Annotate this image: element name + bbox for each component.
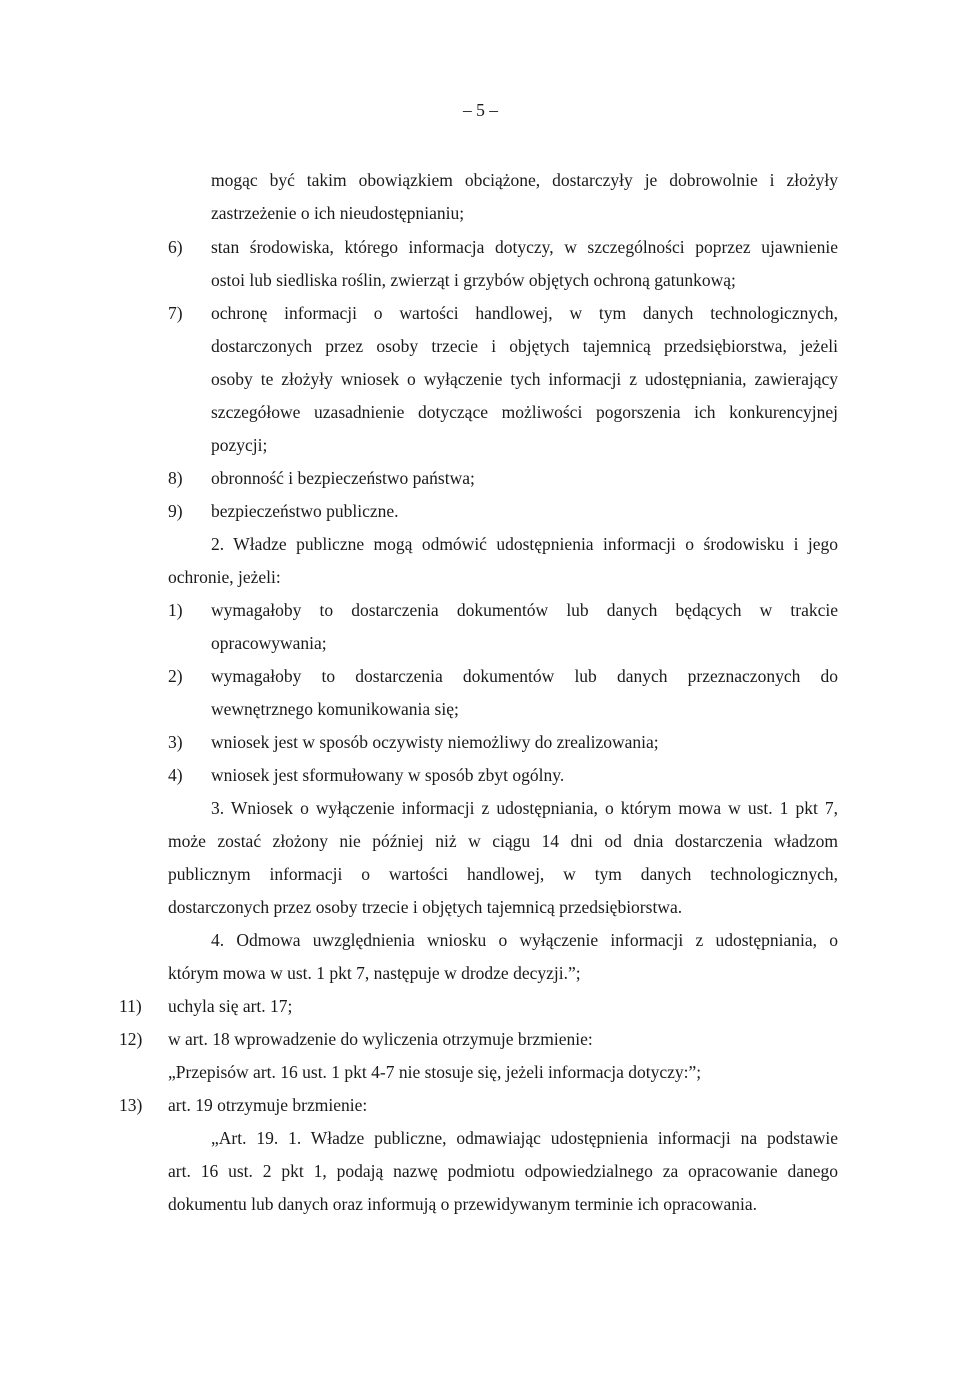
text-line: pozycji; xyxy=(211,435,268,455)
text-line: ostoi lub siedliska roślin, zwierząt i grzybów objętych ochroną gatunkową; xyxy=(211,270,736,290)
list-marker: 9) xyxy=(168,501,183,521)
text-line: wniosek jest sformułowany w sposób zbyt ogólny. xyxy=(211,765,565,785)
text-line: bezpieczeństwo publiczne. xyxy=(211,501,399,521)
list-marker: 2) xyxy=(168,666,183,686)
text-line: wewnętrznego komunikowania się; xyxy=(211,699,459,719)
text-line: dostarczonych przez osoby trzecie i objętych tajemnicą przedsiębiorstwa. xyxy=(168,897,683,917)
text-line: wymagałoby to dostarczenia dokumentów lub danych przeznaczonych do xyxy=(211,666,838,686)
text-line: może zostać złożony nie później niż w ciągu 14 dni od dnia dostarczenia władzom xyxy=(168,831,838,851)
text-line: osoby te złożyły wniosek o wyłączenie tych informacji z udostępniania, zawierający xyxy=(211,369,838,389)
text-line: opracowywania; xyxy=(211,633,327,653)
text-line: zastrzeżenie o ich nieudostępnianiu; xyxy=(211,203,465,223)
text-line: 2. Władze publiczne mogą odmówić udostępnienia informacji o środowisku i jego xyxy=(211,534,838,554)
page-number: – 5 – xyxy=(463,100,498,120)
text-line: którym mowa w ust. 1 pkt 7, następuje w drodze decyzji.”; xyxy=(168,963,581,983)
text-line: 3. Wniosek o wyłączenie informacji z udostępniania, o którym mowa w ust. 1 pkt 7, xyxy=(211,798,838,818)
text-line: ochronie, jeżeli: xyxy=(168,567,281,587)
list-marker: 13) xyxy=(119,1095,143,1115)
text-line: „Przepisów art. 16 ust. 1 pkt 4-7 nie stosuje się, jeżeli informacja dotyczy:”; xyxy=(168,1062,702,1082)
list-marker: 3) xyxy=(168,732,183,752)
text-line: 4. Odmowa uwzględnienia wniosku o wyłączenie informacji z udostępniania, o xyxy=(211,930,838,950)
text-line: publicznym informacji o wartości handlowej, w tym danych technologicznych, xyxy=(168,864,838,884)
text-line: dokumentu lub danych oraz informują o przewidywanym terminie ich opracowania. xyxy=(168,1194,757,1214)
text-line: szczegółowe uzasadnienie dotyczące możliwości pogorszenia ich konkurencyjnej xyxy=(211,402,838,422)
text-line: wniosek jest w sposób oczywisty niemożliwy do zrealizowania; xyxy=(211,732,659,752)
text-line: dostarczonych przez osoby trzecie i objętych tajemnicą przedsiębiorstwa, jeżeli xyxy=(211,336,838,356)
text-line: art. 16 ust. 2 pkt 1, podają nazwę podmiotu odpowiedzialnego za opracowanie danego xyxy=(168,1161,838,1181)
text-line: wymagałoby to dostarczenia dokumentów lub danych będących w trakcie xyxy=(211,600,838,620)
text-line: obronność i bezpieczeństwo państwa; xyxy=(211,468,475,488)
text-line: stan środowiska, którego informacja dotyczy, w szczególności poprzez ujawnienie xyxy=(211,237,838,257)
text-line: ochronę informacji o wartości handlowej, w tym danych technologicznych, xyxy=(211,303,838,323)
list-marker: 4) xyxy=(168,765,183,785)
text-line: w art. 18 wprowadzenie do wyliczenia otrzymuje brzmienie: xyxy=(168,1029,593,1049)
text-line: art. 19 otrzymuje brzmienie: xyxy=(168,1095,368,1115)
text-line: „Art. 19. 1. Władze publiczne, odmawiając udostępnienia informacji na podstawie xyxy=(211,1128,838,1148)
list-marker: 7) xyxy=(168,303,183,323)
text-line: mogąc być takim obowiązkiem obciążone, dostarczyły je dobrowolnie i złożyły xyxy=(211,170,838,190)
list-marker: 8) xyxy=(168,468,183,488)
list-marker: 12) xyxy=(119,1029,143,1049)
list-marker: 11) xyxy=(119,996,142,1016)
list-marker: 6) xyxy=(168,237,183,257)
list-marker: 1) xyxy=(168,600,183,620)
text-line: uchyla się art. 17; xyxy=(168,996,293,1016)
